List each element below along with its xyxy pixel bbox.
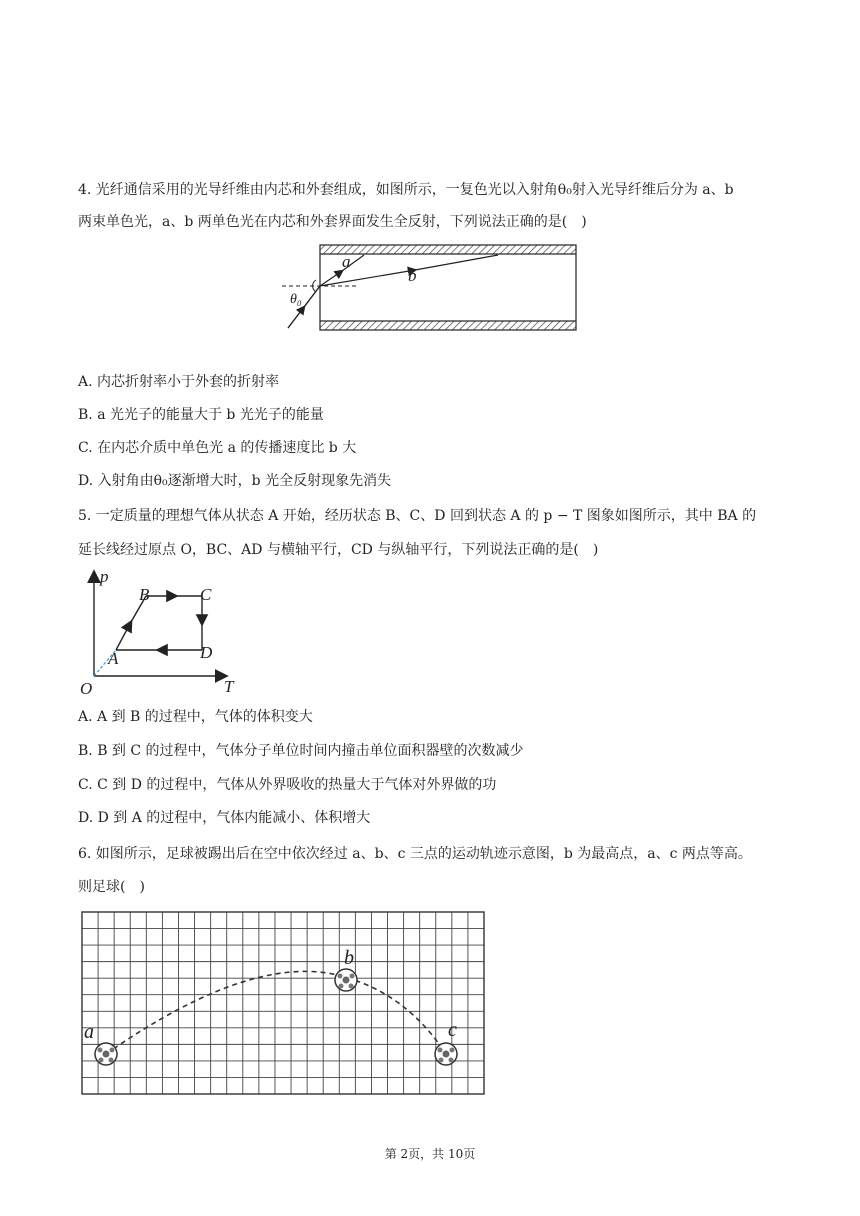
q4-option-a: A. 内芯折射率小于外套的折射率 [78, 374, 280, 390]
q4-option-c: C. 在内芯介质中单色光 a 的传播速度比 b 大 [78, 440, 357, 456]
p-t-diagram [76, 568, 246, 698]
trajectory-curve [106, 971, 446, 1054]
trajectory-grid-figure [78, 908, 488, 1098]
label-point-a: a [84, 1021, 94, 1043]
ball-a [95, 1043, 117, 1065]
q4-option-b: B. a 光光子的能量大于 b 光光子的能量 [78, 407, 324, 423]
q4-option-d: D. 入射角由θ₀逐渐增大时，b 光全反射现象先消失 [78, 473, 392, 489]
process-ab [116, 596, 146, 650]
q5-option-d: D. D 到 A 的过程中，气体内能减小、体积增大 [78, 810, 371, 826]
page-footer: 第 2页，共 10页 [384, 1147, 476, 1161]
q5-option-c: C. C 到 D 的过程中，气体从外界吸收的热量大于气体对外界做的功 [78, 777, 497, 793]
q5-stem-line1: 5. 一定质量的理想气体从状态 A 开始，经历状态 B、C、D 回到状态 A 的 p − T 图象如图所示，其中 BA 的 [78, 508, 757, 524]
label-ray-a: a [342, 252, 351, 271]
q4-stem-line1: 4. 光纤通信采用的光导纤维由内芯和外套组成，如图所示，一复色光以入射角θ₀射入光导纤维后分为 a、b [78, 182, 734, 198]
grid-lines [82, 912, 484, 1094]
q4-stem-line2: 两束单色光，a、b 两单色光在内芯和外套界面发生全反射，下列说法正确的是( ) [78, 214, 587, 230]
label-point-b: b [344, 947, 354, 969]
label-d: D [200, 643, 213, 662]
optical-fiber-figure [280, 240, 580, 340]
label-c: C [200, 585, 212, 604]
q5-option-b: B. B 到 C 的过程中，气体分子单位时间内撞击单位面积器壁的次数减少 [78, 743, 524, 759]
label-t: T [224, 677, 234, 696]
label-ray-b: b [408, 266, 417, 285]
q5-option-a: A. A 到 B 的过程中，气体的体积变大 [78, 709, 313, 725]
label-a: A [108, 649, 119, 668]
label-o: O [80, 679, 93, 698]
q6-stem-line1: 6. 如图所示，足球被踢出后在空中依次经过 a、b、c 三点的运动轨迹示意图，b 为最高点，a、c 两点等高。 [78, 846, 752, 862]
label-p: p [100, 567, 109, 586]
label-point-c: c [448, 1019, 457, 1041]
label-b: B [139, 585, 150, 604]
fiber-outer-bottom [320, 321, 576, 330]
q6-stem-line2: 则足球( ) [78, 879, 145, 895]
ball-b [335, 969, 357, 991]
fiber-outer-top [320, 245, 576, 254]
q5-stem-line2: 延长线经过原点 O，BC、AD 与横轴平行，CD 与纵轴平行，下列说法正确的是( ) [78, 542, 599, 558]
ball-c [435, 1043, 457, 1065]
label-theta0: θ₀ [290, 292, 302, 307]
